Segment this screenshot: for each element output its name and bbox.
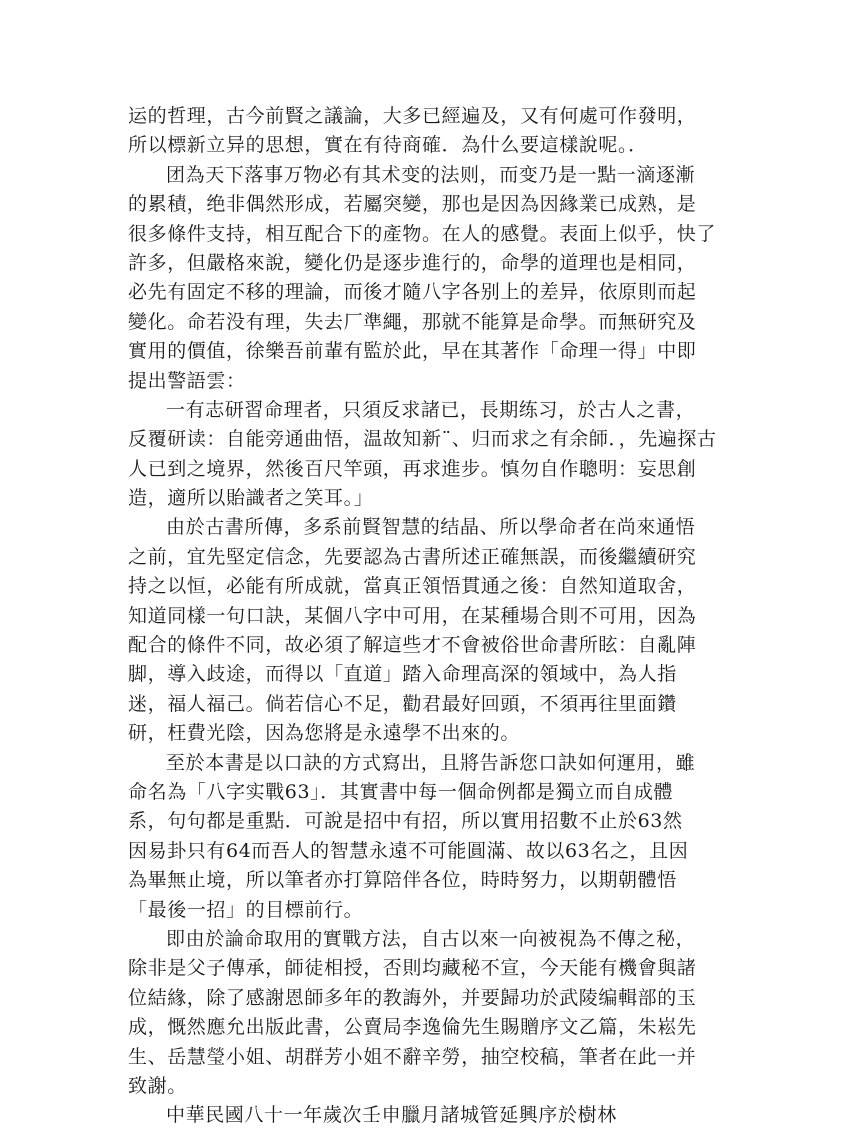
preface-text xyxy=(128,102,788,1131)
text-line: 為畢無止境，所以筆者亦打算陪伴各位，時時努力，以期朝體悟 xyxy=(128,869,677,892)
text-line: 變化。命若没有理，失去厂準繩，那就不能算是命學。而無研究及 xyxy=(128,310,697,333)
text-line: 所以標新立异的思想，實在有待商確．為什么要這樣說呢。． xyxy=(128,134,648,157)
text-line: 致謝。 xyxy=(128,1074,187,1097)
text-line: 持之以恒，必能有所成就，當真正領悟貫通之後：自然知道取舍， xyxy=(128,575,697,598)
text-line: 由於古書所傳，多系前賢智慧的结晶、所以學命者在尚來通悟 xyxy=(166,516,696,539)
text-line: 許多，但嚴格來說，變化仍是逐步進行的，命學的道理也是相同， xyxy=(128,251,697,274)
text-line: 很多條件支持，相互配合下的產物。在人的感覺。表面上似乎，快了 xyxy=(128,222,717,245)
text-line: 运的哲理，古今前賢之議論，大多已經遍及，又有何處可作發明， xyxy=(128,105,697,127)
text-line: 迷，福人福己。倘若信心不足，勸君最好回頭，不須再往里面鑽 xyxy=(128,692,677,715)
text-line: 至於本書是以口訣的方式寫出，且將告訴您口訣如何運用，雖 xyxy=(166,751,696,774)
text-line: 系，句句都是重點．可說是招中有招，所以實用招數不止於63然 xyxy=(128,810,683,833)
text-line: 脚，導入歧途，而得以「直道」踏入命理高深的領域中，為人指 xyxy=(128,663,677,686)
text-line: 即由於論命取用的實戰方法，自古以來一向被視為不傳之秘， xyxy=(166,927,696,950)
text-line: 知道同樣一句口訣，某個八字中可用，在某種場合則不可用，因為 xyxy=(128,604,697,627)
text-line: 實用的價值，徐樂吾前輩有監於此，早在其著作「命理一得」中即 xyxy=(128,340,697,363)
text-line: 位結緣，除了感謝恩師多年的教誨外，并要歸功於武陵编輯部的玉 xyxy=(128,986,697,1009)
text-line: 的累積，绝非偶然形成，若屬突變，那也是因為因緣業已成熟，是 xyxy=(128,193,697,216)
text-line: 「最後一招」的目標前行。 xyxy=(128,898,364,921)
text-line: 配合的條件不同，故必須了解這些才不會被俗世命書所眩：自亂陣 xyxy=(128,634,697,657)
text-line: 人已到之境界，然後百尺竿頭，再求進步。慎勿自作聰明：妄思創 xyxy=(128,457,697,480)
text-line: 中華民國八十一年歲次壬申臘月諸城管延興序於樹林 xyxy=(166,1104,617,1127)
text-line: 反覆研读：自能旁通曲悟，温故知新¨、归而求之有余師．，先遍探古 xyxy=(128,428,717,451)
text-line: 生、岳慧瑩小姐、胡群芳小姐不辭辛勞，抽空校稿，筆者在此一并 xyxy=(128,1045,697,1068)
text-line: 命名為「八字实戰63」．其實書中每一個命例都是獨立而自成體 xyxy=(128,780,674,803)
text-line: 因易卦只有64而吾人的智慧永遠不可能圓滿、故以63名之，且因 xyxy=(128,839,689,862)
text-line: 造，適所以貽識者之笑耳。」 xyxy=(128,487,374,510)
text-line: 一有志研習命理者，只須反求諸已，長期练习，於古人之書， xyxy=(166,398,696,421)
text-line: 之前，宜先堅定信念，先要認為古書所述正確無誤，而後繼續研究 xyxy=(128,545,697,568)
text-line: 研，枉費光陰，因為您將是永遠學不出來的。 xyxy=(128,722,521,745)
text-line: 提出警語雲： xyxy=(128,369,246,392)
text-line: 成，慨然應允出版此書，公賣局李逸倫先生賜贈序文乙篇，朱崧先 xyxy=(128,1016,697,1039)
text-line: 必先有固定不移的理論，而後才隨八字各别上的差异，依原則而起 xyxy=(128,281,697,304)
text-line: 团為天下落事万物必有其术变的法则，而变乃是一點一滴逐漸 xyxy=(166,163,696,186)
text-line: 除非是父子傳承，師徒相授，否則均藏秘不宣，今天能有機會與諸 xyxy=(128,957,697,980)
